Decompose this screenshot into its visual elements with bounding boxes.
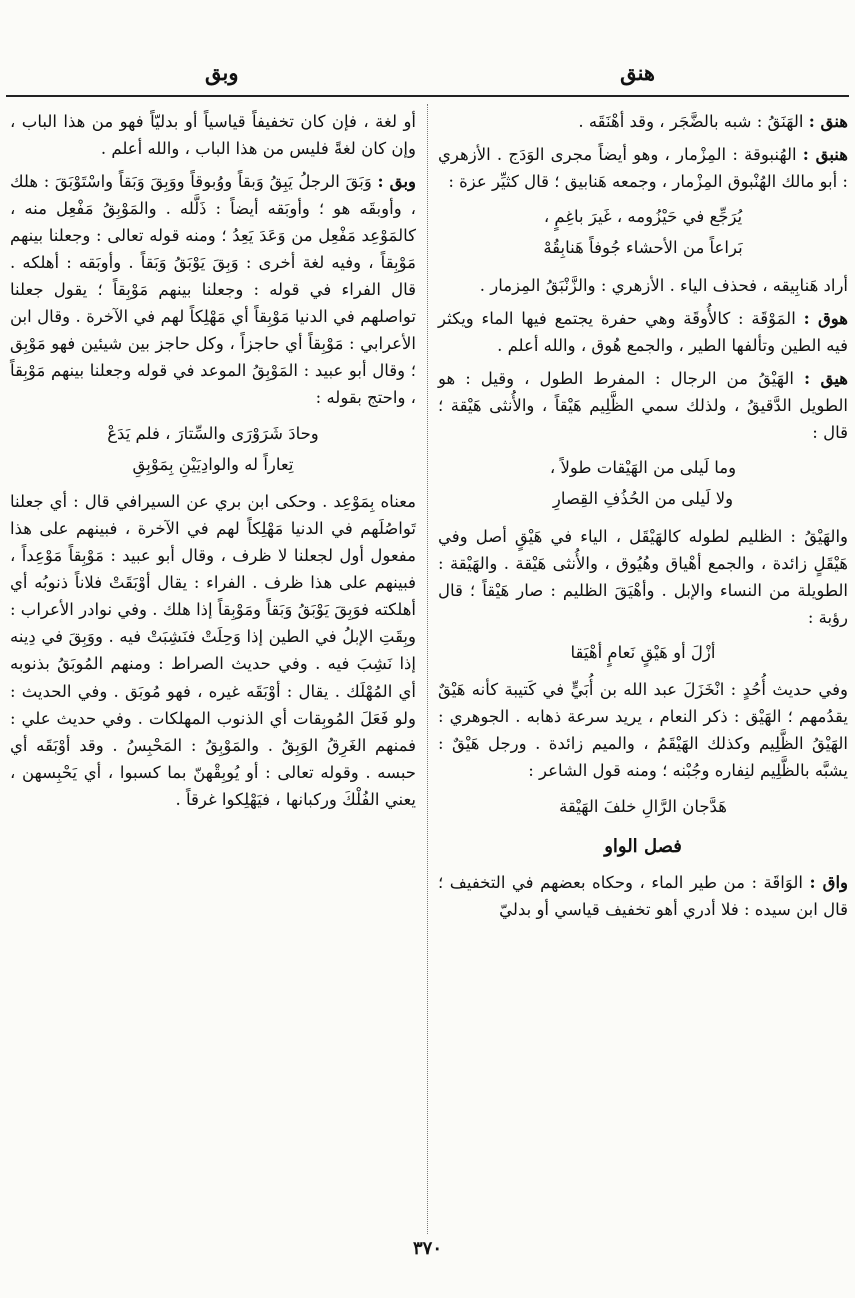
paragraph: أراد هَنابِيقه ، فحذف الياء . الأزهري : والزَّنْبَقُ المِزمار . xyxy=(479,275,848,295)
right-running-head: هنق xyxy=(620,60,655,85)
entry-headword: هيق : xyxy=(803,368,848,388)
entry-hnq xyxy=(438,108,848,135)
entry-headword: واق : xyxy=(809,873,848,893)
left-column xyxy=(10,108,416,819)
verse-line: بَراعاً من الأحشاء جُوفاً هَنابِقُهْ xyxy=(543,238,743,258)
entry-text: الهُنبوقة : المِزْمار ، وهو أيضاً مجرى الوَدَج . الأزهري : أبو مالك الهُنْبوق المِزْمار ، وجمعه هَنابيق ؛ قال كثيِّر عزة : xyxy=(438,145,848,192)
column-divider xyxy=(427,104,428,1234)
entry-hnbq xyxy=(438,141,848,195)
paragraph: وفي حديث أُحُدٍ : انْخَزَلَ عبد الله بن أُبَيٍّ في كَتيبة كأنه هَيْقٌ يقدُمهم ؛ الهَيْق : ذكر النعام ، يريد سرعة ذهابه . الجوهري : الهَيْقُ الظَّلِيم وكذلك الهَيْقَمُ ، والميم زائدة . ورجل هَيْقٌ : يشبَّه بالظَّلِيم لنِفاره وجُبْنه ؛ ومنه قول الشاعر : xyxy=(438,680,848,781)
entry-text: الوَاقَة : من طير الماء ، وحكاه بعضهم في التخفيف ؛ قال ابن سيده : فلا أدري أهو تخفيف قياسي أو بدليّ xyxy=(438,873,848,920)
verse-line: أزْلَ أو هَيْقٍ نَعامٍ أهْيَقا xyxy=(570,642,716,662)
entry-headword: هوق : xyxy=(803,308,848,328)
verse-line: ولا لَيلى من الحُذُفِ القِصارِ xyxy=(552,489,734,509)
verse-block xyxy=(10,418,416,481)
verse-block xyxy=(438,791,848,822)
entry-headword: وبق : xyxy=(377,172,417,192)
entry-text: الهَيْقُ من الرجال : المفرط الطول ، وقيل : هو الطويل الدَّقيقُ ، ولذلك سمي الظَّلِيم هَيْقاً ، والأُنثى هَيْقة ؛ قال : xyxy=(438,368,848,443)
verse-line: وحادَ شَرَوْرَى والسِّتارَ ، فلم يَدَعْ xyxy=(107,423,319,443)
verse-line: وما لَيلى من الهَيْقات طولاً ، xyxy=(549,458,737,478)
left-running-head: وبق xyxy=(205,60,239,85)
entry-hyq xyxy=(438,365,848,446)
page-number: ٣٧٠ xyxy=(412,1238,442,1259)
entry-text: وَبَقَ الرجلُ يَبِقُ وَبقاً ووُبوقاً ووَبِقَ وَبَقاً واسْتَوْبَقَ : هلك ، وأوبقَه هو ؛ وأوبَقه أيضاً : ذَلَّله . والمَوْبِقُ مَفْعِل منه ، كالمَوْعِد مَفْعِل من وَعَدَ يَعِدُ ؛ ومنه قوله تعالى : وجعلنا بينهم مَوْبِقاً ، وفيه لغة أخرى : وَبِقَ يَوْبَقُ وَبَقاً . وأوبَقه : أهلكه . قال الفراء في قوله : وجعلنا بينهم مَوْبِقاً ؛ يقول جعلنا تواصلهم في الدنيا مَوْبِقاً أي مَهْلِكاً لهم في الآخرة . وقال ابن الأعرابي : مَوْبِقاً أي حاجزاً ، وكل حاجز بين شيئين فهو مَوْبِق ؛ وقال أبو عبيد : المَوْبِقُ الموعد في قوله وجعلنا بينهم مَوْبِقاً ، واحتج بقوله : xyxy=(10,172,416,408)
entry-waq xyxy=(438,869,848,923)
paragraph: معناه بِمَوْعِد . وحكى ابن بري عن السيرافي قال : أي جعلنا تَواصُلَهم في الدنيا مَهْلِكاً لهم في الآخرة ، فبينهم على هذا مفعول أول لجعلنا لا ظرف ، وقال أبو عبيد : مَوْبِقاً مَوْعِداً ، فبينهم على هذا ظرف . الفراء : يقال أوْبَقَتْ فلاناً ذنوبُه أي أهلكته فوَبِقَ يَوْبَقُ وَبَقاً ومَوْبِقاً إذا هلك . وفي نوادر الأعراب : وبِقَتِ الإبلُ في الطين إذا وَحِلَتْ فنَشِبَتْ فيه . ووَبِقَ في دِينه إذا نَشِبَ فيه . وفي حديث الصراط : ومنهم المُوبَقُ بذنوبه أي المُهْلَك . يقال : أوْبَقَه غيره ، فهو مُوبَق . وفي الحديث : ولو فَعَلَ المُوبِقات أي الذنوب المهلكات . وفي حديث علي : فمنهم الغَرِقُ الوَبِقُ . والمَوْبِقُ : المَحْبِسُ . وقد أوْبَقَه أي حبسه . وقوله تعالى : أو يُوبِقْهنّ بما كسبوا ، أي يَحْبِسهن ، يعني الفُلْكَ وركبانها ، فيَهْلِكوا غرقاً . xyxy=(10,492,416,809)
verse-line: تِعاراً له والوادِيَيْنِ بِمَوْبِقِ xyxy=(132,454,294,474)
right-column xyxy=(438,108,848,929)
entry-text: الهَنَقُ : شبه بالضَّجَر ، وقد أهْنَقَه . xyxy=(578,112,809,131)
verse-block xyxy=(438,452,848,515)
entry-headword: هنبق : xyxy=(802,145,848,165)
paragraph: والهَيْقُ : الظليم لطوله كالهَيْقَل ، الياء في هَيْقٍ أصل وفي هَيْقَلٍ زائدة ، والجمع أهْياق وهُيُوق ، والأُنثى هَيْقة . والهَيْقة : الطويلة من النساء والإبل . وأهْيَقَ الظليم : صار هَيْقاً ؛ قال رؤبة : xyxy=(438,526,848,627)
section-title: فصل الواو xyxy=(604,835,682,857)
verse-block xyxy=(438,637,848,668)
header-rule xyxy=(6,95,849,97)
page-header xyxy=(0,52,855,92)
verse-line: هَدَّجان الرَّالِ خلفَ الهَيْقة xyxy=(559,796,727,816)
entry-text: المَوْقَة : كالأُوقَة وهي حفرة يجتمع فيها الماء ويكثر فيه الطين وتألفها الطير ، والجمع هُوق ، والله أعلم . xyxy=(438,308,848,355)
entry-wbq xyxy=(10,168,416,411)
verse-line: يُرَجِّع في حَيْزُومه ، غَيرَ باغِمٍ ، xyxy=(543,207,743,227)
entry-headword: هنق : xyxy=(808,112,848,131)
paragraph: أو لغة ، فإن كان تخفيفاً قياسياً أو بدليّاً فهو من هذا الباب ، وإن كان لغةً فليس من هذا الباب ، والله أعلم . xyxy=(10,112,416,159)
verse-block xyxy=(438,201,848,264)
entry-hwq xyxy=(438,305,848,359)
